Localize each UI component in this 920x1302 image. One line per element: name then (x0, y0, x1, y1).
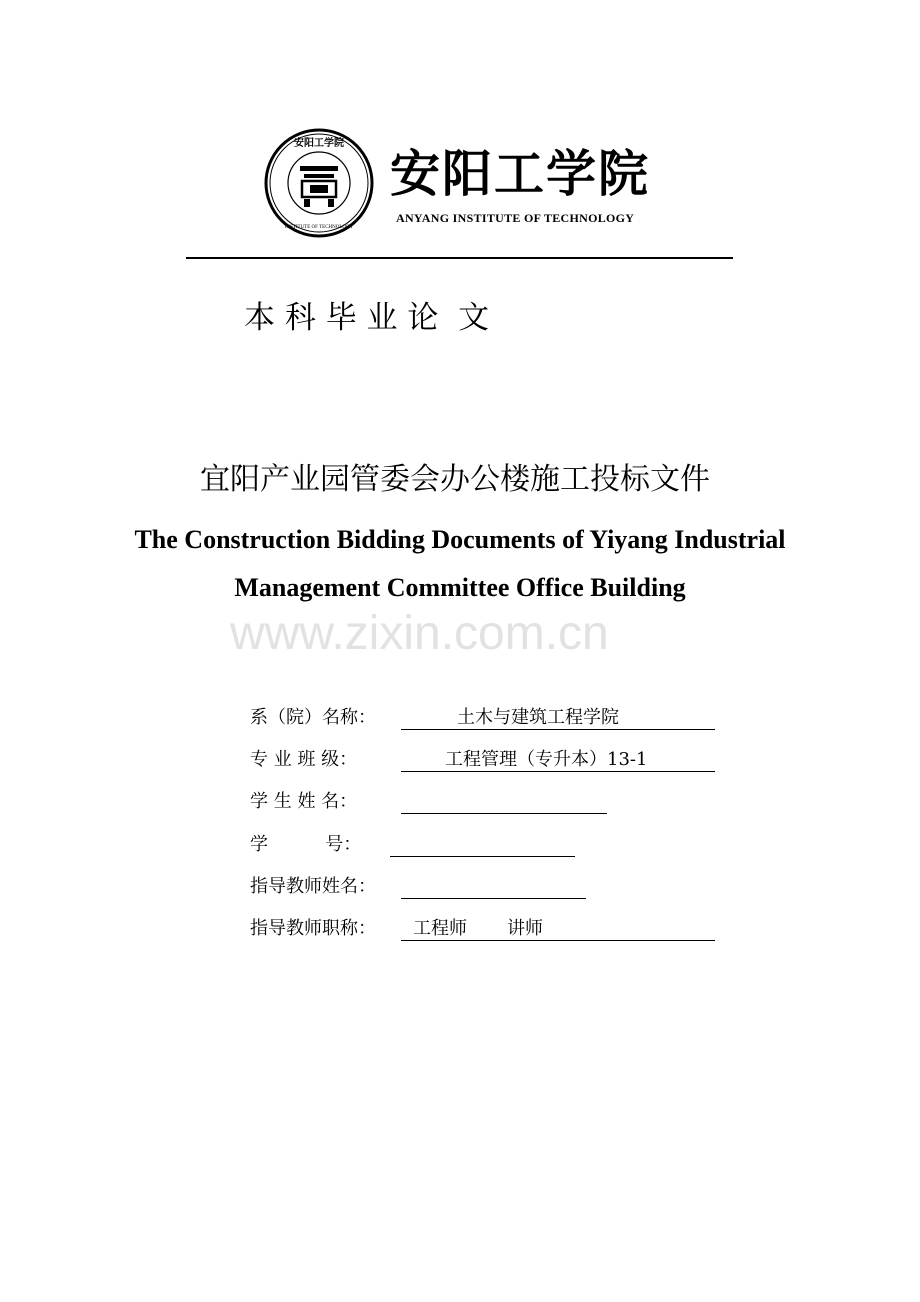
school-name-english: ANYANG INSTITUTE OF TECHNOLOGY (396, 211, 635, 225)
department-field (401, 707, 715, 730)
student-id-field (390, 834, 575, 857)
student-id-label: 学 号： (250, 834, 362, 855)
student-name-label: 学 生 姓 名： (250, 791, 358, 812)
class-field (401, 749, 715, 772)
class-value: 工程管理（专升本）13-1 (445, 749, 648, 770)
svg-text:安阳工学院: 安阳工学院 (294, 138, 344, 149)
advisor-title-field (401, 918, 715, 941)
advisor-name-label: 指导教师姓名： (250, 876, 376, 897)
advisor-title-value: 工程师 讲师 (413, 918, 544, 939)
watermark: www.zixin.com.cn (230, 607, 609, 660)
document-type-label: 本 科 毕 业 论 文 (244, 300, 490, 336)
title-chinese: 宜阳产业园管委会办公楼施工投标文件 (200, 462, 710, 497)
advisor-title-label: 指导教师职称： (250, 918, 376, 939)
department-label: 系（院）名称： (250, 707, 376, 728)
student-name-field (401, 791, 607, 814)
header-divider (186, 257, 733, 259)
svg-text:INSTITUTE OF TECHNOLOGY: INSTITUTE OF TECHNOLOGY (284, 225, 354, 230)
school-name-calligraphy: 安阳工学院 (390, 144, 650, 203)
university-seal-icon (264, 128, 374, 238)
class-label: 专 业 班 级： (250, 749, 358, 770)
title-english-line1: The Construction Bidding Documents of Yiyang Industrial (134, 525, 786, 554)
title-english-line2: Management Committee Office Building (234, 573, 686, 602)
department-value: 土木与建筑工程学院 (457, 707, 619, 728)
advisor-name-field (401, 876, 586, 899)
